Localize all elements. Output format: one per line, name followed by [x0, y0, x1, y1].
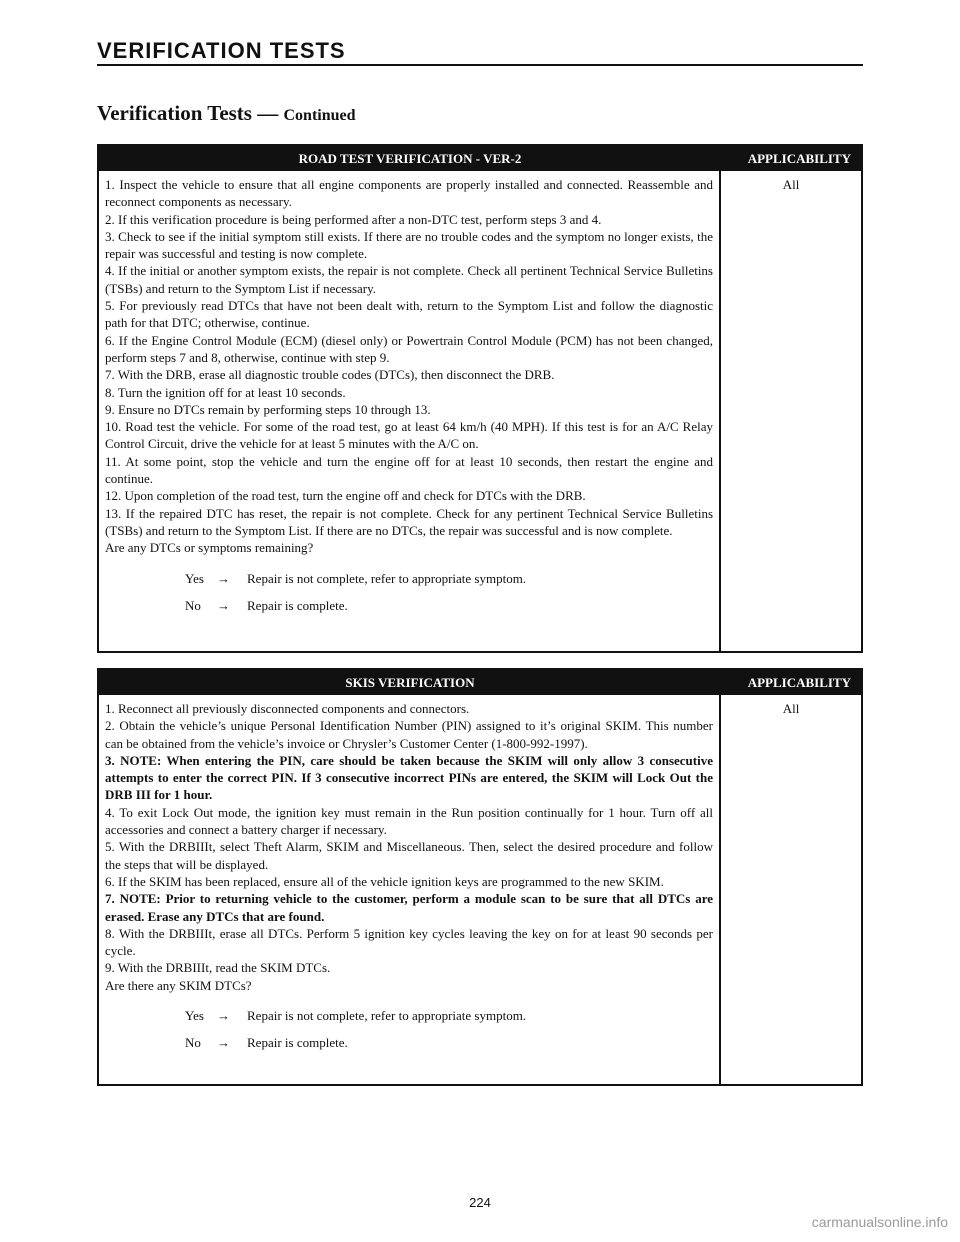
step-text: 8. With the DRBIIIt, erase all DTCs. Perform 5 ignition key cycles leaving the key on for at least 90 seconds per cycle.: [105, 925, 713, 959]
step-text: 6. If the Engine Control Module (ECM) (diesel only) or Powertrain Control Module (PCM) has not been changed, perform steps 7 and 8, otherwise, continue with step 9.: [105, 332, 713, 365]
section-header: VERIFICATION TESTS: [97, 38, 346, 63]
step-text: 9. With the DRBIIIt, read the SKIM DTCs.: [105, 960, 331, 976]
step-text: 8. Turn the ignition off for at least 10 seconds.: [105, 384, 346, 400]
subtitle-continued: Continued: [283, 107, 356, 124]
page-number: 224: [469, 1195, 491, 1210]
header-rule: [97, 64, 863, 66]
step-text: 4. To exit Lock Out mode, the ignition key must remain in the Run position continually for 1 hour. Turn off all accessories and connect a battery charger if necessary.: [105, 804, 713, 838]
skis-title: SKIS VERIFICATION: [345, 675, 475, 690]
note-text: 7. NOTE: Prior to returning vehicle to the customer, perform a module scan to be sure that all DTCs are erased. Erase any DTCs that are found.: [105, 891, 713, 924]
step-text: 2. Obtain the vehicle’s unique Personal Identification Number (PIN) assigned to it’s original SKIM. This number can be obtained from the vehicle’s invoice or Chrysler’s Customer Center (1-800-992-1997).: [105, 718, 713, 751]
step-text: 3. Check to see if the initial symptom still exists. If there are no trouble codes and the symptom no longer exists, the repair was successful and testing is now complete.: [105, 228, 713, 262]
yes-text: Repair is not complete, refer to appropriate symptom.: [247, 570, 527, 586]
road-test-applicability: All: [782, 177, 800, 192]
step-text: 13. If the repaired DTC has reset, the repair is not complete. Check for any pertinent Technical Service Bulletins (TSBs) and return to the Symptom List. If there are no DTCs, the repair was successful and is now complete.: [105, 505, 713, 538]
step-text: 12. Upon completion of the road test, turn the engine off and check for DTCs with the DRB.: [105, 488, 586, 504]
no-label: No: [185, 597, 201, 613]
road-test-applicability-header: APPLICABILITY: [747, 151, 851, 166]
answer-yes: [185, 570, 713, 587]
subtitle-main: Verification Tests —: [97, 101, 279, 125]
no-text: Repair is complete.: [247, 1035, 348, 1051]
skis-applicability: All: [782, 701, 800, 716]
note-text: 3. NOTE: When entering the PIN, care should be taken because the SKIM will only allow 3 consecutive attempts to enter the correct PIN. If 3 consecutive incorrect PINs are entered, the SKIM will Lock Out the DRB III for 1 hour.: [105, 752, 713, 803]
step-text: 1. Inspect the vehicle to ensure that all engine components are properly installed and connected. Reassemble and reconnect components as necessary.: [105, 177, 713, 210]
road-test-steps: [99, 171, 721, 651]
yes-label: Yes: [185, 1008, 204, 1024]
page-subtitle: [97, 101, 356, 126]
step-text: 6. If the SKIM has been replaced, ensure all of the vehicle ignition keys are programmed to the new SKIM.: [105, 873, 664, 889]
step-text: 10. Road test the vehicle. For some of the road test, go at least 64 km/h (40 MPH). If this test is for an A/C Relay Control Circuit, drive the vehicle for at least 5 minutes with the A/C on.: [105, 419, 713, 452]
answer-yes: [185, 1007, 713, 1024]
no-text: Repair is complete.: [247, 597, 348, 613]
arrow-icon: →: [217, 570, 230, 586]
step-text: 5. For previously read DTCs that have not been dealt with, return to the Symptom List and follow the diagnostic path for that DTC; otherwise, continue.: [105, 298, 713, 331]
answer-no: [185, 1034, 713, 1051]
step-text: 11. At some point, stop the vehicle and turn the engine off for at least 10 seconds, then restart the engine and continue.: [105, 453, 713, 487]
step-text: 5. With the DRBIIIt, select Theft Alarm, SKIM and Miscellaneous. Then, select the desired procedure and follow the steps that will be displayed.: [105, 839, 713, 872]
arrow-icon: →: [217, 1008, 230, 1024]
yes-text: Repair is not complete, refer to appropriate symptom.: [247, 1008, 527, 1024]
arrow-icon: →: [217, 597, 230, 613]
road-test-table: [97, 144, 863, 653]
skis-table: [97, 668, 863, 1086]
step-text: 2. If this verification procedure is being performed after a non-DTC test, perform steps 3 and 4.: [105, 211, 602, 227]
watermark: carmanualsonline.info: [811, 1214, 948, 1230]
step-text: 9. Ensure no DTCs remain by performing steps 10 through 13.: [105, 401, 431, 417]
no-label: No: [185, 1035, 201, 1051]
skis-applicability-header: APPLICABILITY: [747, 675, 851, 690]
step-text: 1. Reconnect all previously disconnected components and connectors.: [105, 701, 470, 716]
arrow-icon: →: [217, 1035, 230, 1051]
road-test-title: ROAD TEST VERIFICATION - VER-2: [298, 151, 522, 166]
road-test-table-header: [99, 146, 861, 171]
skis-table-header: [99, 670, 861, 695]
skis-steps: [99, 695, 721, 1084]
step-text: 7. With the DRB, erase all diagnostic trouble codes (DTCs), then disconnect the DRB.: [105, 367, 555, 383]
answer-no: [185, 597, 713, 614]
question-text: Are there any SKIM DTCs?: [105, 977, 252, 993]
step-text: 4. If the initial or another symptom exists, the repair is not complete. Check all pertinent Technical Service Bulletins (TSBs) and return to the Symptom List if necessary.: [105, 263, 713, 296]
question-text: Are any DTCs or symptoms remaining?: [105, 540, 314, 556]
yes-label: Yes: [185, 570, 204, 586]
